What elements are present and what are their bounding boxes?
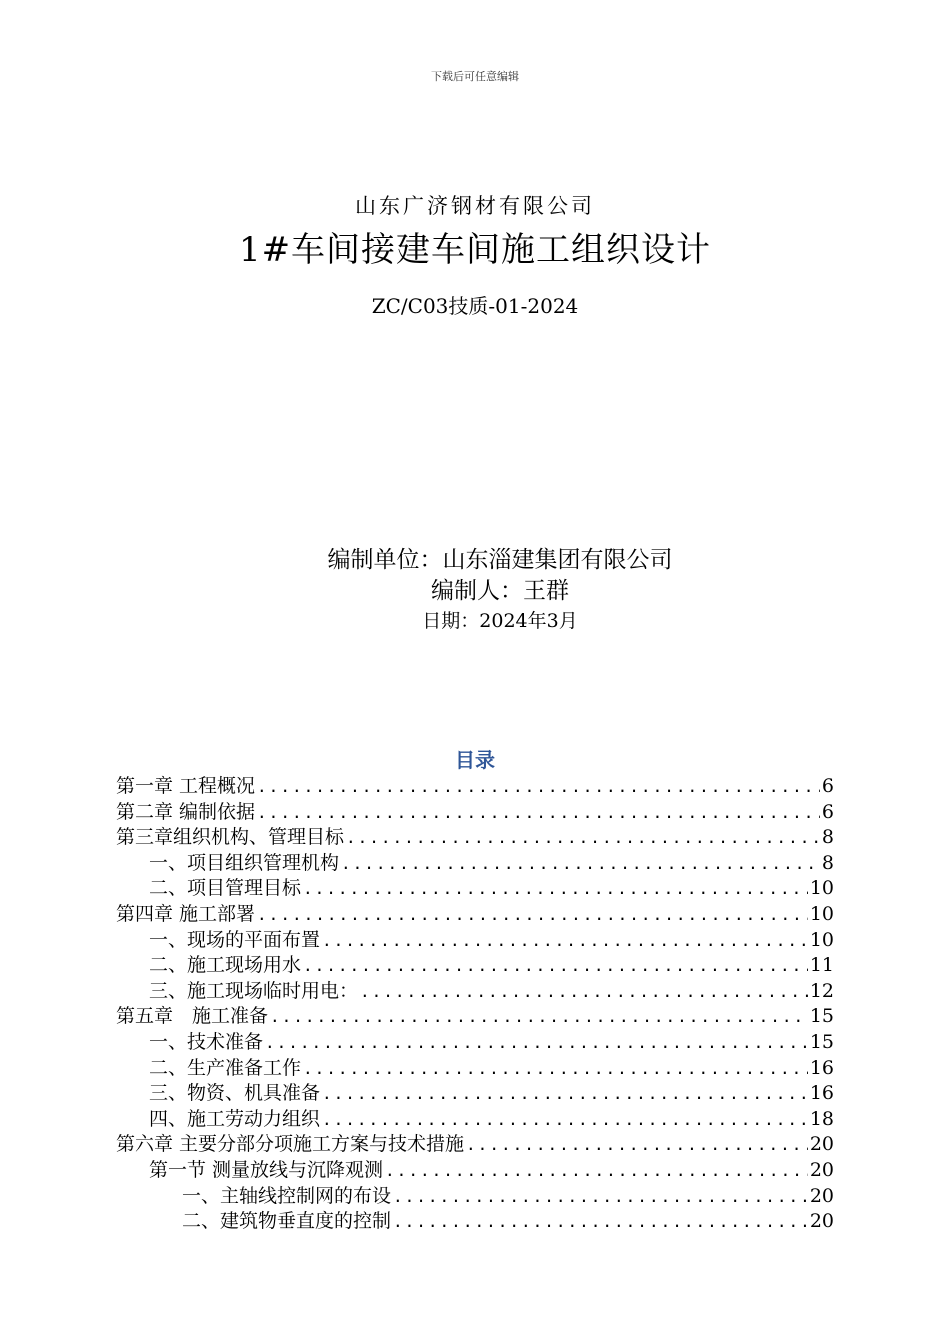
toc-leader-dots — [385, 1158, 808, 1184]
toc-entry-label: 一、技术准备 — [149, 1030, 264, 1053]
toc-leader-dots — [257, 800, 820, 826]
toc-title: 目录 — [455, 748, 495, 772]
toc-entry-label: 四、施工劳动力组织 — [149, 1107, 321, 1130]
toc-leader-dots — [346, 825, 820, 851]
toc-entry-label: 第六章 主要分部分项施工方案与技术措施 — [116, 1133, 465, 1156]
toc-entry-page: 16 — [809, 1056, 834, 1079]
toc-entry-page: 8 — [821, 826, 834, 849]
toc-entry[interactable] — [116, 953, 834, 979]
toc-entry[interactable] — [116, 876, 834, 902]
toc-entry-page: 10 — [809, 902, 834, 925]
toc-entry-page: 10 — [809, 928, 834, 951]
toc-leader-dots — [303, 1056, 808, 1082]
toc-entry-label: 第五章 施工准备 — [116, 1005, 269, 1028]
toc-leader-dots — [322, 1107, 808, 1133]
toc-leader-dots — [322, 1081, 808, 1107]
toc-entry-page: 11 — [809, 954, 834, 977]
document-title: 1#车间接建车间施工组织设计 — [238, 230, 712, 270]
toc-entry[interactable] — [116, 774, 834, 800]
toc-entry-page: 20 — [809, 1133, 834, 1156]
toc-entry-label: 第一章 工程概况 — [116, 775, 256, 797]
toc-entry[interactable] — [116, 1209, 834, 1235]
toc-entry-label: 三、施工现场临时用电： — [149, 979, 359, 1002]
toc-leader-dots — [341, 851, 820, 877]
toc-leader-dots — [257, 902, 808, 928]
toc-leader-dots — [270, 1004, 808, 1030]
toc-entry[interactable] — [116, 1056, 834, 1082]
toc-entry[interactable] — [116, 1004, 834, 1030]
toc-entry-page: 20 — [809, 1210, 834, 1233]
table-of-contents — [116, 774, 834, 1235]
compile-date: 日期：2024年3月 — [422, 610, 578, 632]
toc-entry[interactable] — [116, 979, 834, 1005]
header-note: 下载后可任意编辑 — [431, 70, 519, 83]
toc-entry-page: 10 — [809, 877, 834, 900]
toc-entry[interactable] — [116, 851, 834, 877]
toc-entry-page: 12 — [809, 979, 834, 1002]
compiling-unit: 编制单位：山东淄建集团有限公司 — [327, 547, 673, 573]
document-meta — [300, 544, 700, 636]
toc-entry-page: 6 — [821, 775, 834, 797]
toc-entry-page: 15 — [809, 1030, 834, 1053]
toc-entry-label: 三、物资、机具准备 — [149, 1082, 321, 1105]
toc-entry-page: 18 — [809, 1107, 834, 1130]
toc-entry-label: 第二章 编制依据 — [116, 800, 256, 823]
toc-entry[interactable] — [116, 1107, 834, 1133]
toc-leader-dots — [393, 1209, 808, 1235]
toc-entry[interactable] — [116, 800, 834, 826]
toc-entry-label: 二、生产准备工作 — [149, 1056, 302, 1079]
toc-leader-dots — [393, 1184, 808, 1210]
toc-entry-page: 6 — [821, 800, 834, 823]
toc-entry[interactable] — [116, 1030, 834, 1056]
toc-entry[interactable] — [116, 1081, 834, 1107]
document-code: ZC/C03技质-01-2024 — [371, 294, 579, 318]
toc-entry[interactable] — [116, 1132, 834, 1158]
toc-leader-dots — [265, 1030, 808, 1056]
toc-entry-page: 16 — [809, 1082, 834, 1105]
toc-entry-page: 20 — [809, 1158, 834, 1181]
toc-entry-label: 第三章组织机构、管理目标 — [116, 826, 345, 849]
toc-entry[interactable] — [116, 1184, 834, 1210]
toc-leader-dots — [257, 774, 820, 800]
toc-entry-label: 二、项目管理目标 — [149, 877, 302, 900]
toc-entry-label: 第一节 测量放线与沉降观测 — [149, 1158, 384, 1181]
toc-entry-page: 15 — [809, 1005, 834, 1028]
toc-entry[interactable] — [116, 825, 834, 851]
toc-entry-page: 8 — [821, 851, 834, 874]
toc-entry-page: 20 — [809, 1184, 834, 1207]
toc-entry-label: 一、项目组织管理机构 — [149, 851, 340, 874]
toc-leader-dots — [322, 928, 808, 954]
toc-entry-label: 二、建筑物垂直度的控制 — [182, 1210, 392, 1233]
toc-leader-dots — [360, 979, 808, 1005]
toc-leader-dots — [303, 876, 808, 902]
toc-entry[interactable] — [116, 928, 834, 954]
toc-entry-label: 二、施工现场用水 — [149, 954, 302, 977]
company-name: 山东广济钢材有限公司 — [355, 194, 595, 218]
toc-entry-label: 一、现场的平面布置 — [149, 928, 321, 951]
toc-entry-label: 一、主轴线控制网的布设 — [182, 1184, 392, 1207]
compiler: 编制人：王群 — [431, 578, 569, 604]
toc-leader-dots — [303, 953, 808, 979]
toc-entry-label: 第四章 施工部署 — [116, 902, 256, 925]
toc-entry[interactable] — [116, 1158, 834, 1184]
toc-leader-dots — [466, 1132, 808, 1158]
toc-entry[interactable] — [116, 902, 834, 928]
